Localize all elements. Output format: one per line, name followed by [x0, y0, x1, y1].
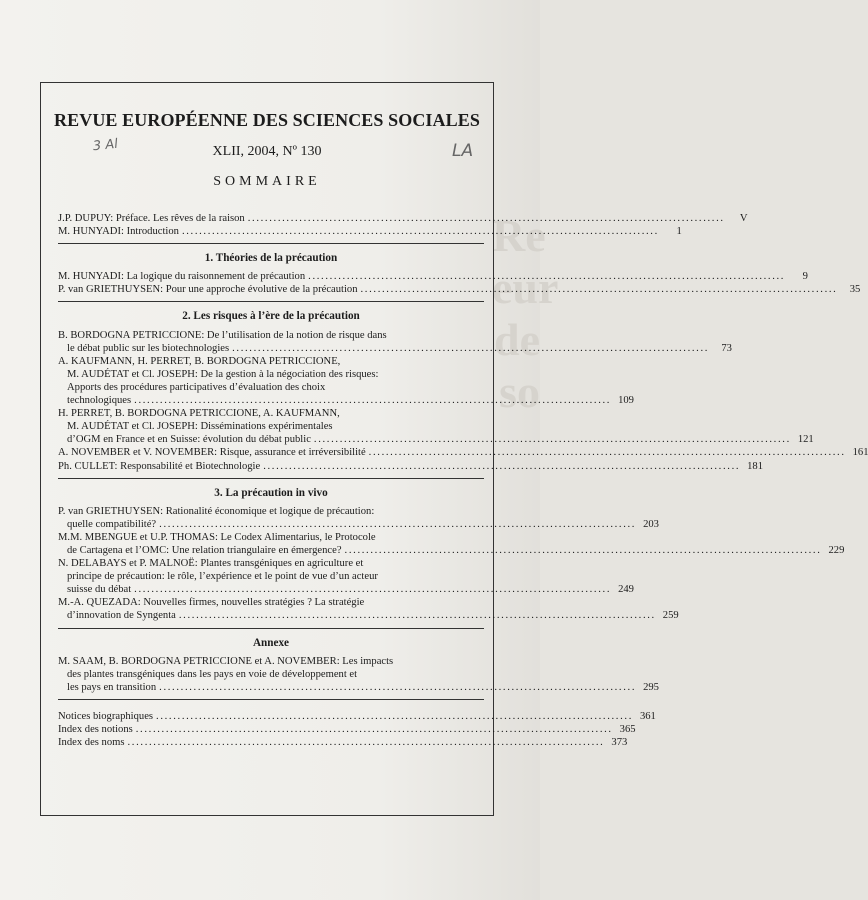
- facing-page-bleed: Re eur de so: [492, 210, 559, 417]
- toc-line: [58, 710, 656, 723]
- toc-entry: [58, 407, 814, 446]
- toc-line: [58, 460, 764, 473]
- toc-line: [58, 736, 628, 749]
- entry-text: M.M. MBENGUE et U.P. THOMAS: Le Codex Alimentarius, le Protocole: [58, 531, 376, 543]
- entry-text: N. DELABAYS et P. MALNOË: Plantes transgéniques en agriculture et: [58, 558, 364, 570]
- toc-line: [58, 583, 634, 596]
- entry-text: M. AUDÉTAT et Cl. JOSEPH: Disséminations expérimentales: [67, 421, 333, 433]
- toc-entry: [58, 531, 845, 557]
- handwritten-note-right: LA: [452, 141, 474, 161]
- toc-line: [58, 381, 484, 394]
- page-number: 203: [643, 518, 659, 530]
- entry-text: Apports des procédures participatives d’évaluation des choix: [67, 381, 326, 393]
- toc-entry: [58, 212, 748, 225]
- entry-text: P. van GRIETHUYSEN: Rationalité économique et logique de précaution:: [58, 505, 375, 517]
- leader-dots: [134, 583, 609, 596]
- page-number: 121: [797, 434, 814, 446]
- toc-line: [58, 557, 484, 570]
- toc-line: [58, 723, 636, 736]
- toc-line: [58, 420, 484, 433]
- leader-dots: [263, 460, 738, 473]
- entry-text: M. AUDÉTAT et Cl. JOSEPH: De la gestion à la négociation des risques:: [67, 368, 379, 380]
- entry-text: M.-A. QUEZADA: Nouvelles firmes, nouvelles stratégies ? La stratégie: [58, 597, 365, 609]
- page-number: 161: [852, 447, 868, 459]
- toc-line: [58, 505, 484, 518]
- entry-text: Index des notions: [58, 724, 133, 735]
- toc-line: [58, 668, 484, 681]
- leader-dots: [182, 225, 657, 238]
- toc-line: [58, 368, 484, 381]
- page-number: 35: [849, 284, 861, 296]
- toc-entry: [58, 596, 679, 622]
- toc-entry: [58, 655, 659, 694]
- leader-dots: [345, 544, 820, 557]
- toc-line: [58, 270, 808, 283]
- toc-entry: [58, 736, 628, 749]
- leader-dots: [314, 433, 789, 446]
- leader-dots: [248, 212, 723, 225]
- leader-dots: [369, 446, 844, 459]
- entry-text: B. BORDOGNA PETRICCIONE: De l’utilisation de la notion de risque dans: [58, 329, 387, 341]
- toc-line: [58, 433, 814, 446]
- section-heading: 1. Théories de la précaution: [204, 252, 338, 265]
- section-heading: Annexe: [252, 636, 290, 649]
- journal-title: REVUE EUROPÉENNE DES SCIENCES SOCIALES: [54, 110, 480, 130]
- page-number: 181: [747, 460, 764, 472]
- leader-dots: [179, 609, 654, 622]
- toc-entry: [58, 557, 634, 596]
- leader-dots: [308, 270, 783, 283]
- toc-line: [58, 655, 484, 668]
- toc-line: [58, 570, 484, 583]
- entry-text: A. KAUFMANN, H. PERRET, B. BORDOGNA PETRICCIONE,: [58, 355, 341, 367]
- toc-entry: [58, 283, 861, 296]
- leader-dots: [159, 681, 634, 694]
- entry-text: M. SAAM, B. BORDOGNA PETRICCIONE et A. NOVEMBER: Les impacts: [58, 655, 394, 667]
- page-number: 295: [643, 681, 659, 693]
- entry-text: A. NOVEMBER et V. NOVEMBER: Risque, assurance et irréversibilité: [58, 447, 366, 459]
- entry-text: M. HUNYADI: La logique du raisonnement de précaution: [58, 271, 306, 283]
- toc-line: [58, 681, 659, 694]
- section-heading: 2. Les risques à l’ère de la précaution: [182, 310, 360, 323]
- entry-text: H. PERRET, B. BORDOGNA PETRICCIONE, A. KAUFMANN,: [58, 408, 340, 420]
- toc-line: [58, 394, 634, 407]
- toc-entry: [58, 446, 868, 459]
- toc-line: [58, 212, 748, 225]
- toc-line: [58, 407, 484, 420]
- toc-line: [58, 609, 679, 622]
- leader-dots: [134, 394, 609, 407]
- leader-dots: [361, 283, 836, 296]
- entry-text: d’innovation de Syngenta: [67, 610, 176, 622]
- section-heading: 3. La précaution in vivo: [214, 486, 328, 499]
- entry-text: technologiques: [67, 395, 132, 407]
- entry-text: des plantes transgéniques dans les pays en voie de développement et: [67, 668, 358, 680]
- entry-text: Ph. CULLET: Responsabilité et Biotechnologie: [58, 460, 261, 472]
- page-number: 73: [721, 342, 732, 354]
- toc-line: [58, 225, 682, 238]
- entry-text: le débat public sur les biotechnologies: [67, 342, 230, 354]
- leader-dots: [128, 736, 603, 749]
- entry-text: quelle compatibilité?: [67, 518, 157, 530]
- toc-line: [58, 531, 484, 544]
- page-number: 373: [611, 737, 628, 749]
- toc-line: [58, 518, 659, 531]
- page-number: 109: [618, 395, 634, 407]
- leader-dots: [156, 710, 631, 723]
- sommaire-heading: SOMMAIRE: [213, 174, 321, 189]
- toc-entry: [58, 505, 659, 531]
- leader-dots: [136, 723, 611, 736]
- toc-line: [58, 544, 845, 557]
- toc-line: [58, 596, 484, 609]
- toc-entry: [58, 355, 634, 407]
- entry-text: suisse du débat: [67, 584, 132, 596]
- page-number: 365: [619, 724, 636, 735]
- toc-line: [58, 283, 861, 296]
- entry-text: Notices biographiques: [58, 710, 154, 722]
- entry-text: P. van GRIETHUYSEN: Pour une approche évolutive de la précaution: [58, 284, 358, 296]
- entry-text: Index des noms: [58, 737, 125, 749]
- toc-line: [58, 329, 484, 342]
- handwritten-note-left: 3 Al: [92, 136, 119, 155]
- toc-entry: [58, 225, 682, 238]
- toc-line: [58, 446, 868, 459]
- page-number: 9: [802, 271, 808, 283]
- page-number: 249: [618, 584, 634, 596]
- entry-text: les pays en transition: [67, 681, 157, 693]
- toc-entry: [58, 270, 808, 283]
- entry-text: J.P. DUPUY: Préface. Les rêves de la raison: [58, 213, 245, 224]
- entry-text: M. HUNYADI: Introduction: [58, 226, 179, 238]
- entry-text: d’OGM en France et en Suisse: évolution du débat public: [67, 434, 311, 446]
- page-number: V: [739, 213, 748, 224]
- toc-line: [58, 355, 484, 368]
- toc-entry: [58, 710, 656, 723]
- leader-dots: [159, 518, 634, 531]
- page-number: 229: [828, 544, 845, 556]
- spacer: [58, 700, 484, 710]
- toc-line: [58, 342, 732, 355]
- toc-entry: [58, 723, 636, 736]
- leader-dots: [232, 342, 707, 355]
- entry-text: de Cartagena et l’OMC: Une relation triangulaire en émergence?: [67, 544, 342, 556]
- toc-entry: [58, 460, 764, 473]
- issue-info: XLII, 2004, Nº 130: [212, 144, 322, 159]
- page-number: 1: [676, 226, 682, 238]
- entry-text: principe de précaution: le rôle, l’expérience et le point de vue d’un acteur: [67, 571, 378, 583]
- page-number: 259: [662, 610, 679, 622]
- toc-entry: [58, 329, 732, 355]
- page-number: 361: [639, 710, 656, 722]
